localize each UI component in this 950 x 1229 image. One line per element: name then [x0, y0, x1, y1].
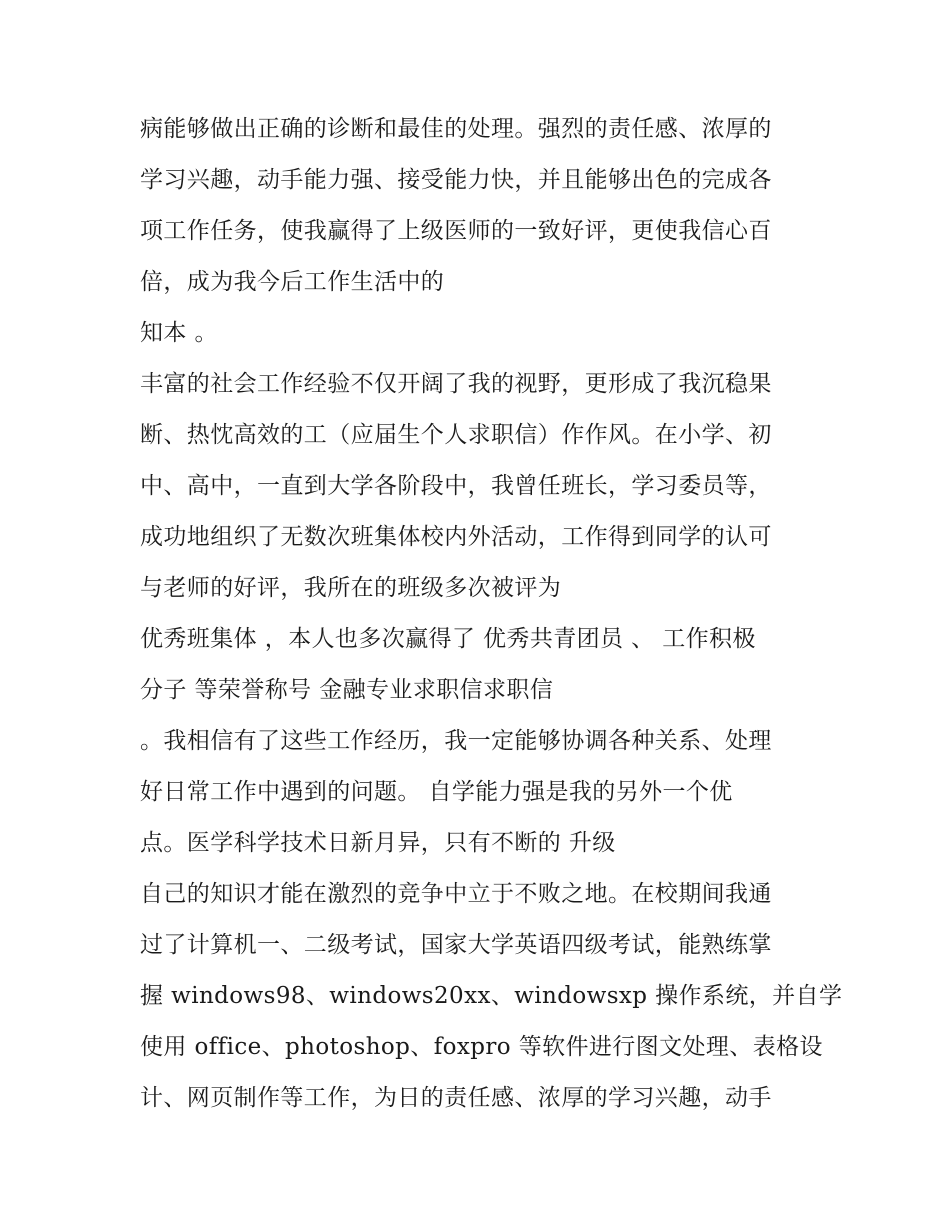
text-line: 丰富的社会工作经验不仅开阔了我的视野，更形成了我沉稳果 [140, 371, 772, 397]
text-line: 过了计算机一、二级考试，国家大学英语四级考试，能熟练掌 [140, 932, 772, 958]
text-line: 学习兴趣，动手能力强、接受能力快，并且能够出色的完成各 [140, 167, 772, 193]
text-line: 优秀班集体 ，本人也多次赢得了 优秀共青团员 、 工作积极 [140, 626, 756, 652]
text-line: 病能够做出正确的诊断和最佳的处理。强烈的责任感、浓厚的 [140, 116, 772, 142]
text-line: 中、高中，一直到大学各阶段中，我曾任班长，学习委员等， [140, 473, 772, 499]
text-line: 点。医学科学技术日新月异，只有不断的 升级 [140, 830, 616, 856]
text-line: 自己的知识才能在激烈的竞争中立于不败之地。在校期间我通 [140, 881, 772, 907]
text-line: 倍，成为我今后工作生活中的 [140, 269, 445, 295]
body-text [140, 104, 843, 1124]
text-line: 知本 。 [140, 320, 218, 346]
text-line: 成功地组织了无数次班集体校内外活动，工作得到同学的认可 [140, 524, 772, 550]
text-line: 使用 office、photoshop、foxpro 等软件进行图文处理、表格设 [140, 1034, 823, 1060]
text-line: 计、网页制作等工作，为日的责任感、浓厚的学习兴趣，动手 [140, 1085, 772, 1111]
text-line: 握 windows98、windows20xx、windowsxp 操作系统，并自学 [140, 983, 843, 1009]
text-line: 分子 等荣誉称号 金融专业求职信求职信 [140, 677, 554, 703]
text-line: 项工作任务，使我赢得了上级医师的一致好评，更使我信心百 [140, 218, 772, 244]
text-line: 。我相信有了这些工作经历，我一定能够协调各种关系、处理 [140, 728, 772, 754]
text-line: 与老师的好评，我所在的班级多次被评为 [140, 575, 562, 601]
text-line: 断、热忱高效的工（应届生个人求职信）作作风。在小学、初 [140, 422, 772, 448]
text-line: 好日常工作中遇到的问题。 自学能力强是我的另外一个优 [140, 779, 733, 805]
